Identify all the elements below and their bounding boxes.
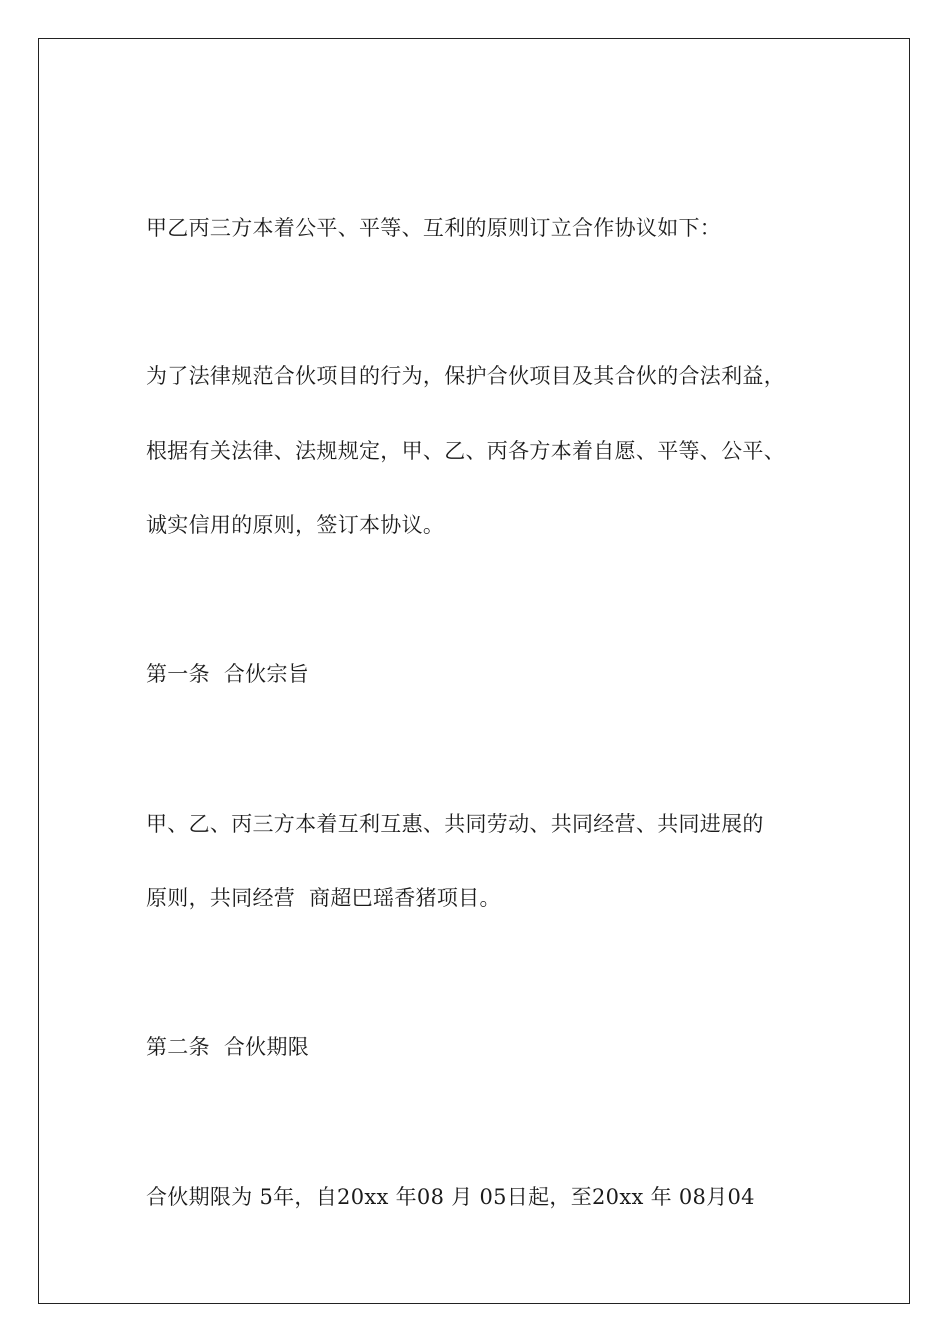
article-2-heading: 第二条 合伙期限: [146, 1035, 310, 1059]
article-1-body-line-1: 甲、乙、丙三方本着互利互惠、共同劳动、共同经营、共同进展的: [146, 812, 764, 836]
article-2-body-line-1: 合伙期限为 5年，自20xx 年08 月 05日起，至20xx 年 08月04: [146, 1185, 755, 1209]
preamble-line-1: 为了法律规范合伙项目的行为，保护合伙项目及其合伙的合法利益，: [146, 364, 785, 388]
article-1-heading: 第一条 合伙宗旨: [146, 662, 310, 686]
preamble-line-2: 根据有关法律、法规规定，甲、乙、丙各方本着自愿、平等、公平、: [146, 439, 785, 463]
preamble-line-3: 诚实信用的原则，签订本协议。: [146, 513, 445, 537]
article-1-body-line-2: 原则，共同经营 商超巴瑶香猪项目。: [146, 886, 501, 910]
intro-line: 甲乙丙三方本着公平、平等、互利的原则订立合作协议如下：: [146, 216, 722, 240]
